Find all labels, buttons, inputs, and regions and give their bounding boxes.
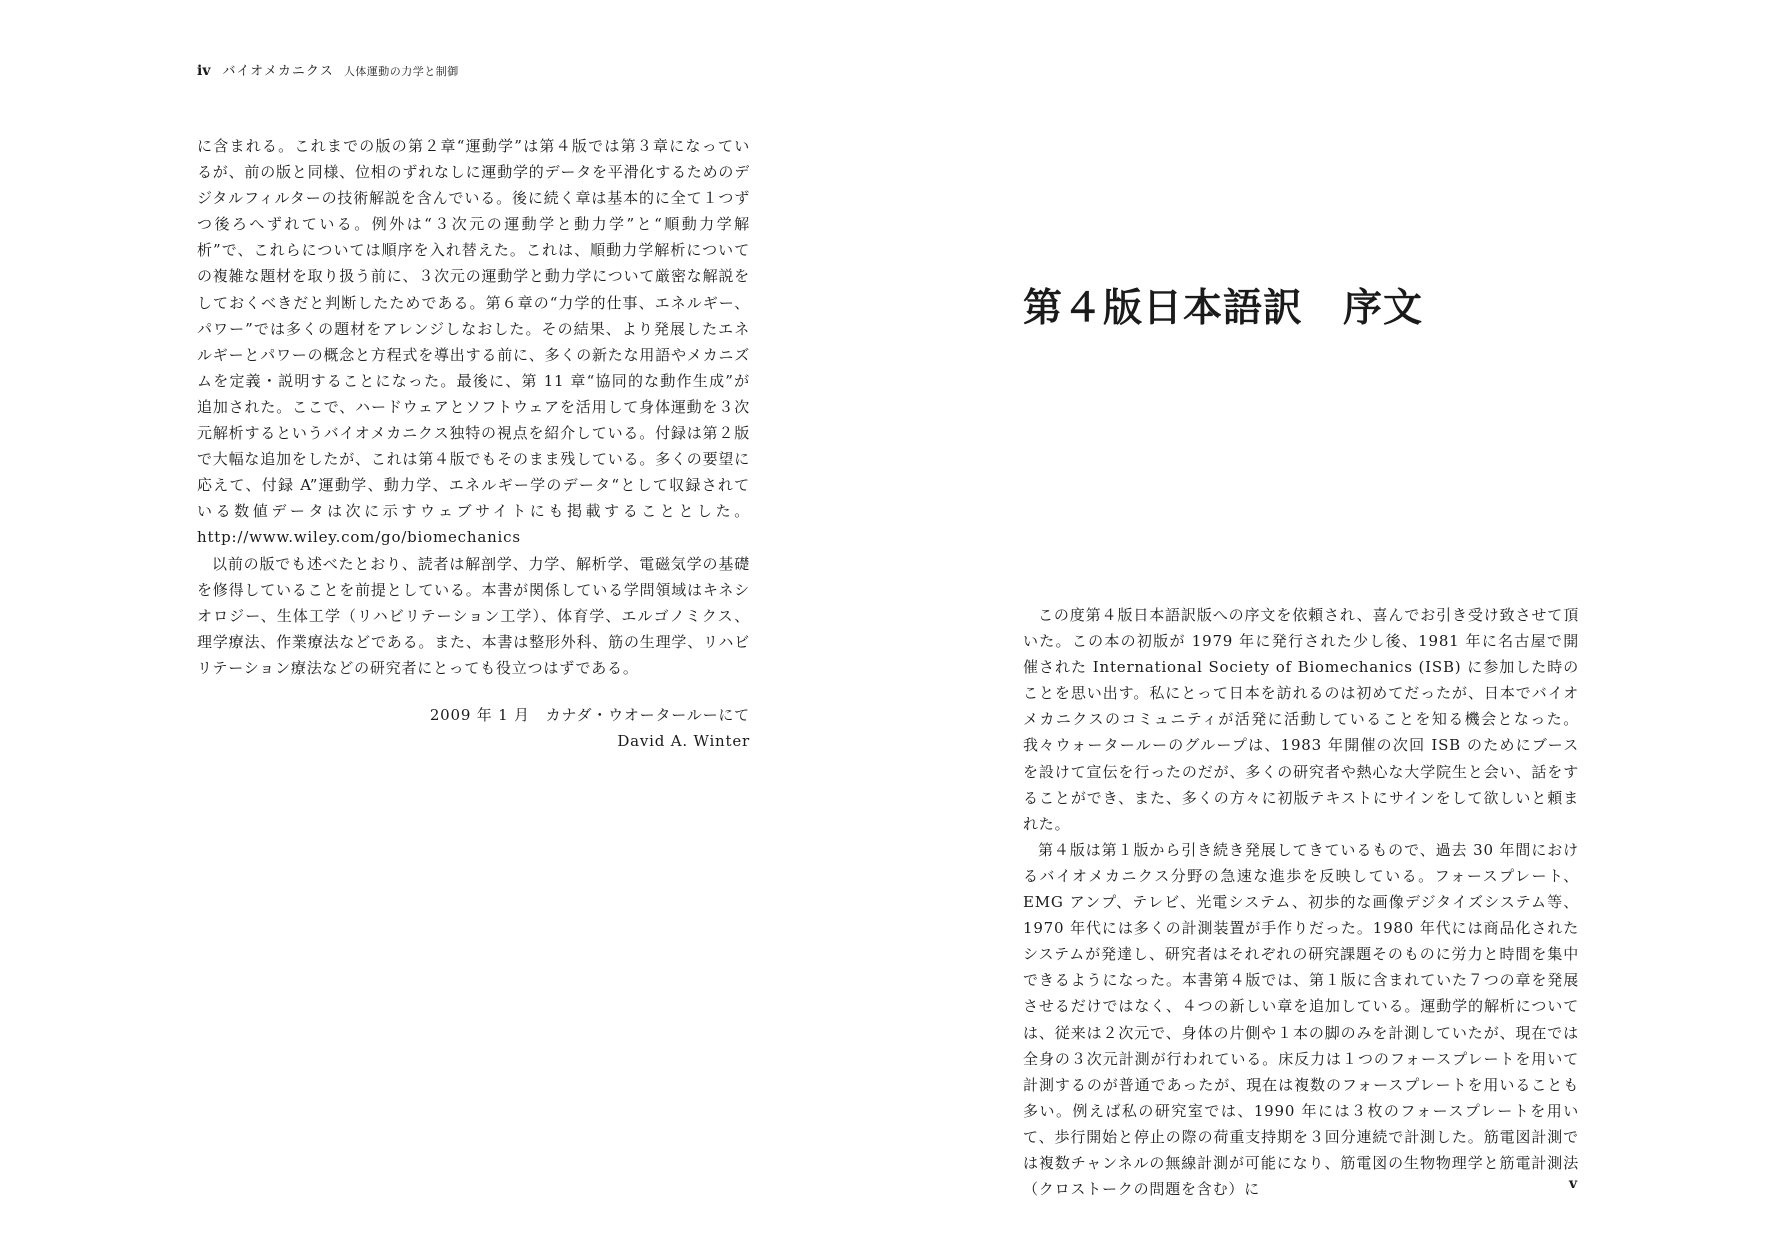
book-title: バイオメカニクス [222,64,334,79]
paragraph: 第４版は第１版から引き続き発展してきているもので、過去 30 年間におけるバイオメカニクス分野の急速な進歩を反映している。フォースプレート、EMG アンプ、テレビ、光電システム、初歩的な画像デジタイズシステム等、1970 年代には多くの計測装置が手作りだった。1980 年代には商品化されたシステムが発達し、研究者はそれぞれの研究課題そのものに労力と時間を集中できるようになった。本書第４版では、第１版に含まれていた７つの章を発展させるだけではなく、４つの新しい章を追加している。運動学的解析については、従来は２次元で、身体の片側や１本の脚のみを計測していたが、現在では全身の３次元計測が行われている。床反力は１つのフォースプレートを用いて計測するのが普通であったが、現在は複数のフォースプレートを用いることも多い。例えば私の研究室では、1990 年には３枚のフォースプレートを用いて、歩行開始と停止の際の荷重支持期を３回分連続で計測した。筋電図計測では複数チャンネルの無線計測が可能になり、筋電図の生物物理学と筋電計測法（クロストークの問題を含む）に [1023,840,1579,1199]
signature-block [430,702,750,754]
page-number-left: iv [197,63,211,79]
book-subtitle: 人体運動の力学と制御 [343,65,459,78]
page-number-right: v [1569,1176,1578,1192]
paragraph: 以前の版でも述べたとおり、読者は解剖学、力学、解析学、電磁気学の基礎を修得していることを前提としている。本書が関係している学問領域はキネシオロジー、生体工学（リハビリテーション工学）、体育学、エルゴノミクス、理学療法、作業療法などである。また、本書は整形外科、筋の生理学、リハビリテーション療法などの研究者にとっても役立つはずである。 [197,554,750,677]
chapter-title: 第４版日本語訳 序文 [1023,286,1424,331]
paragraph: この度第４版日本語訳版への序文を依頼され、喜んでお引き受け致させて頂いた。この本の初版が 1979 年に発行された少し後、1981 年に名古屋で開催された International Society of Biomechanics (ISB) に参加した時のことを思い出す。私にとって日本を訪れるのは初めてだったが、日本でバイオメカニクスのコミュニティが活発に活動していることを知る機会となった。我々ウォータールーのグループは、1983 年開催の次回 ISB のためにブースを設けて宣伝を行ったのだが、多くの研究者や熱心な大学院生と会い、話をすることができ、また、多くの方々に初版テキストにサインをして欲しいと頼まれた。 [1023,606,1579,833]
running-head [197,60,459,79]
signature-date-place: 2009 年 1 月 カナダ・ウオータールーにて [429,706,750,724]
right-body-text [1023,602,1579,1202]
paragraph: に含まれる。これまでの版の第２章“運動学”は第４版では第３章になっているが、前の版と同様、位相のずれなしに運動学的データを平滑化するためのデジタルフィルターの技術解説を含んでいる。後に続く章は基本的に全て１つずつ後ろへずれている。例外は“３次元の運動学と動力学”と“順動力学解析”で、これらについては順序を入れ替えた。これは、順動力学解析についての複雑な題材を取り扱う前に、３次元の運動学と動力学について厳密な解説をしておくべきだと判断したためである。第６章の“力学的仕事、エネルギー、パワー”では多くの題材をアレンジしなおした。その結果、より発展したエネルギーとパワーの概念と方程式を導出する前に、多くの新たな用語やメカニズムを定義・説明することになった。最後に、第 11 章“協同的な動作生成”が追加された。ここで、ハードウェアとソフトウェアを活用して身体運動を３次元解析するというバイオメカニクス独特の視点を紹介している。付録は第２版で大幅な追加をしたが、これは第４版でもそのまま残している。多くの要望に応えて、付録 A”運動学、動力学、エネルギー学のデータ“として収録されている数値データは次に示すウェブサイトにも掲載することとした。http://www.wiley.com/go/biomechanics [197,137,751,547]
signature-author: David A. Winter [617,732,750,750]
right-page [883,0,1767,1236]
left-page [0,0,883,1236]
left-body-text [197,133,750,681]
